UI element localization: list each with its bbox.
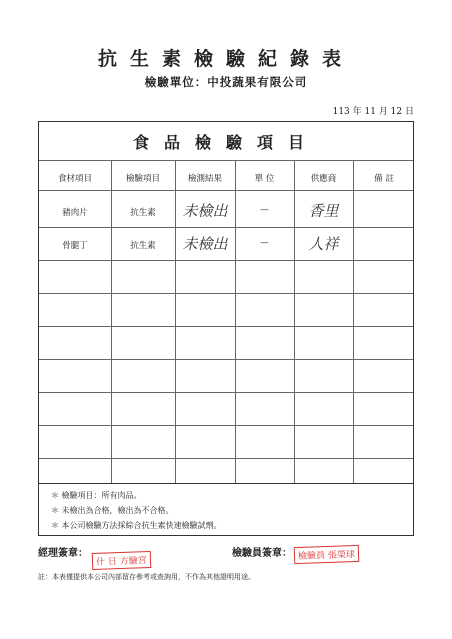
row-divider	[39, 260, 413, 261]
row2-unit: —	[260, 238, 269, 248]
footnote: 註：本表僅提供本公司內部留存參考或查詢用，不作為其他證明用途。	[38, 573, 255, 581]
header-test: 檢驗項目	[125, 174, 160, 184]
row2-test: 抗生素	[130, 241, 156, 251]
table-subtitle: 食品檢驗項目	[132, 133, 319, 152]
col-divider	[353, 160, 354, 483]
row1-unit: —	[260, 205, 269, 215]
manager-stamp: 什 日 方驗宮	[92, 551, 151, 570]
row-divider	[39, 190, 413, 191]
row-divider	[39, 359, 413, 360]
row1-supplier: 香里	[308, 202, 339, 220]
document-title: 抗生素檢驗紀錄表	[97, 48, 354, 70]
manager-signature-label: 經理簽章：	[38, 548, 88, 559]
row-divider	[39, 392, 413, 393]
row-divider	[39, 458, 413, 459]
row2-item: 骨腿丁	[62, 241, 88, 251]
header-unit: 單 位	[254, 174, 275, 184]
header-item: 食材項目	[57, 174, 92, 184]
row1-item: 豬肉片	[62, 208, 88, 218]
notes-box	[38, 484, 414, 536]
inspector-signature-label: 檢驗員簽章：	[232, 548, 292, 559]
row2-result: 未檢出	[182, 235, 228, 253]
row-divider	[39, 425, 413, 426]
note-2: ＊ 未檢出為合格，檢出為不合格。	[51, 506, 174, 515]
row-divider	[39, 227, 413, 228]
row2-supplier: 人祥	[308, 235, 339, 253]
header-result: 檢測結果	[187, 174, 222, 184]
inspection-unit: 檢驗單位：中投蔬果有限公司	[144, 75, 308, 89]
header-note: 備 註	[374, 174, 394, 184]
inspector-stamp: 檢驗員 張榮球	[294, 545, 359, 564]
note-1: ＊ 檢驗項目：所有肉品。	[51, 491, 142, 500]
row-divider	[39, 293, 413, 294]
row-divider	[39, 326, 413, 327]
inspection-table	[38, 121, 414, 484]
header-supplier: 供應商	[310, 174, 337, 184]
row-divider	[39, 160, 413, 161]
row1-result: 未檢出	[182, 202, 228, 220]
row1-test: 抗生素	[130, 208, 156, 218]
inspection-date: 113 年 11 月 12 日	[332, 107, 414, 117]
note-3: ＊ 本公司檢驗方法採綜合抗生素快速檢驗試劑。	[51, 521, 222, 530]
